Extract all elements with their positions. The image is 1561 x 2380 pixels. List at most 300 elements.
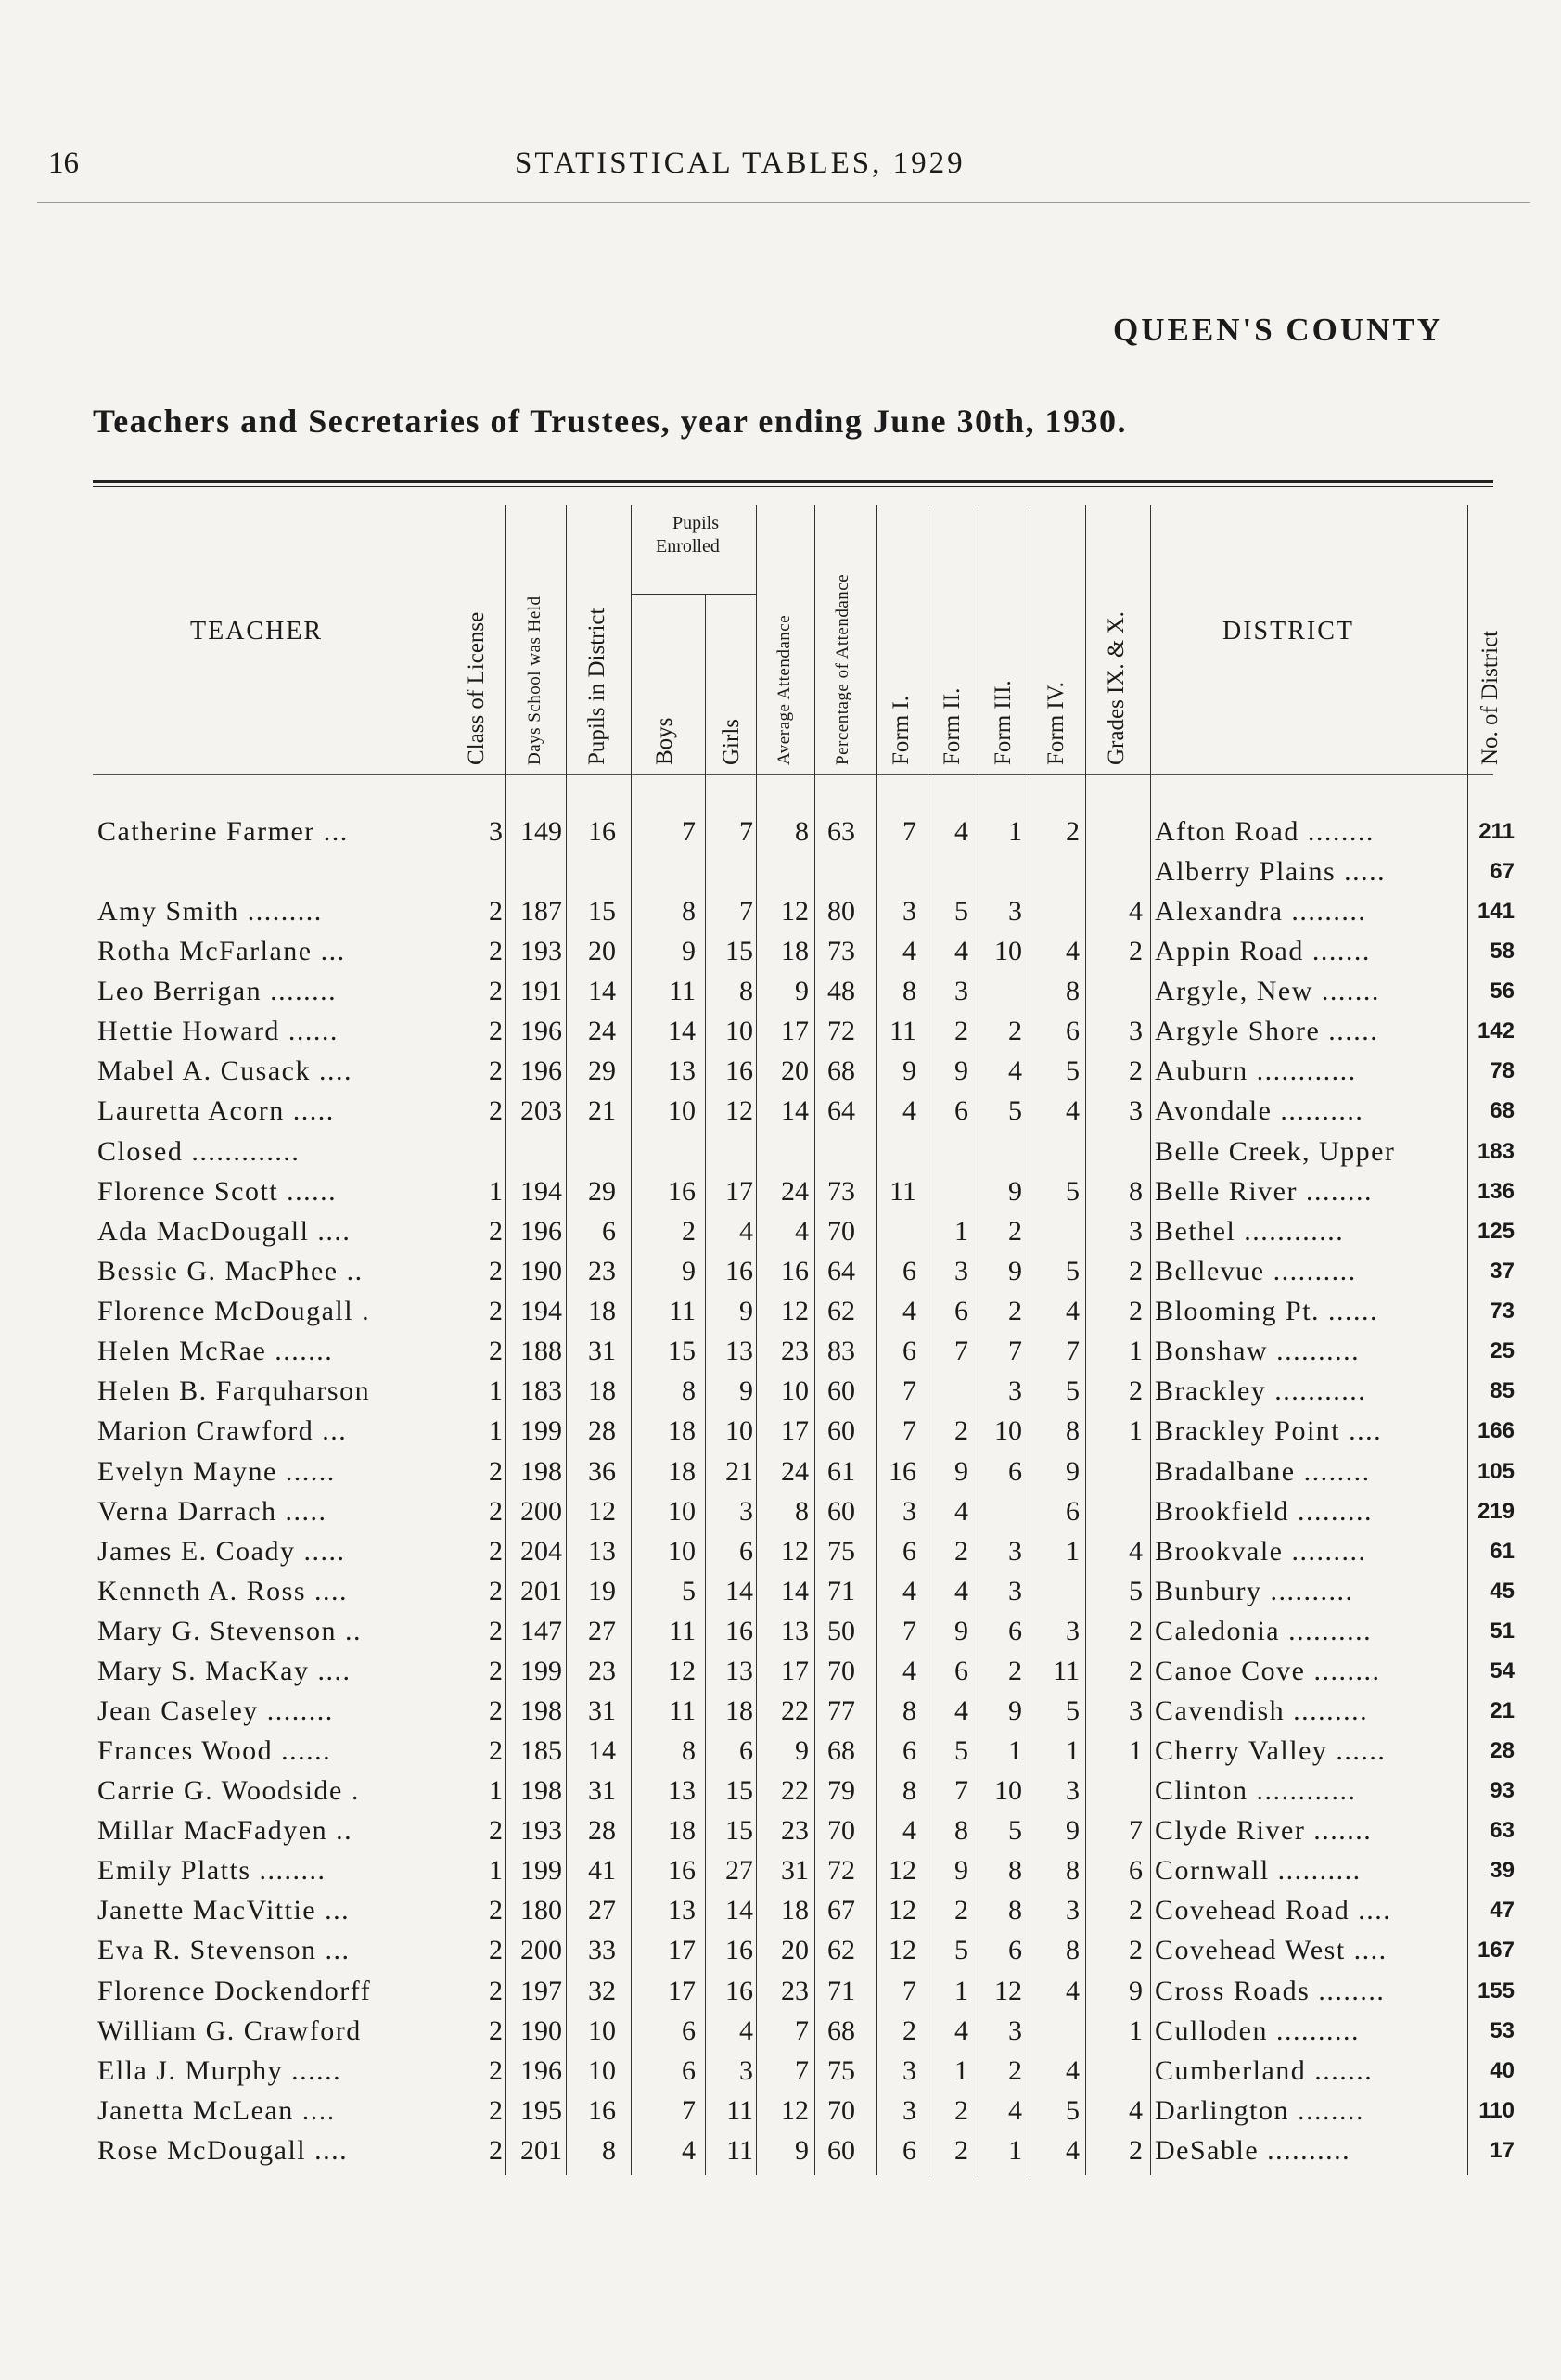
days-cell: 187 [520,896,562,927]
form4-cell: 5 [1066,1056,1080,1086]
girls-cell: 3 [739,2055,753,2086]
table-row [0,2092,1561,2130]
percent-cell: 80 [827,896,855,927]
teacher-cell: Rotha McFarlane ... [97,936,346,966]
days-cell: 193 [520,1815,562,1846]
days-cell: 198 [520,1775,562,1806]
girls-header: Girls [719,719,744,765]
grades-cell: 3 [1129,1016,1143,1046]
boys-cell: 18 [668,1456,696,1487]
days-cell: 194 [520,1176,562,1207]
form2-cell: 4 [954,1695,968,1726]
form4-cell: 4 [1066,1976,1080,2006]
district-cell: Bellevue .......... [1155,1256,1357,1286]
pupils-cell: 31 [588,1695,616,1726]
form4-cell: 3 [1066,1775,1080,1806]
form3-cell: 8 [1008,1895,1022,1926]
table-row [0,1373,1561,1410]
grades-cell: 2 [1129,1376,1143,1406]
table-row [0,2132,1561,2169]
form1-cell: 4 [902,1815,916,1846]
average-cell: 9 [795,976,809,1006]
district-cell: Argyle Shore ...... [1155,1016,1379,1046]
girls-cell: 13 [725,1336,753,1366]
teacher-cell: Millar MacFadyen .. [97,1815,353,1846]
pupils-cell: 16 [588,2095,616,2126]
district-number-cell: 63 [1490,1818,1515,1843]
district-cell: Blooming Pt. ...... [1155,1296,1379,1326]
form4-cell: 4 [1066,1095,1080,1126]
form3-cell: 1 [1008,1735,1022,1766]
form1-cell: 7 [902,1976,916,2006]
boys-cell: 5 [682,1576,696,1606]
class-cell: 2 [489,1895,503,1926]
form3-cell: 6 [1008,1456,1022,1487]
grades-cell: 9 [1129,1976,1143,2006]
form4-cell: 9 [1066,1456,1080,1487]
average-cell: 8 [795,816,809,847]
form1-cell: 7 [902,1415,916,1446]
teacher-cell: Carrie G. Woodside . [97,1775,360,1806]
average-cell: 9 [795,1735,809,1766]
class-cell: 2 [489,1815,503,1846]
form1-cell: 2 [902,2015,916,2046]
grades-cell: 4 [1129,1536,1143,1567]
grades-cell: 3 [1129,1095,1143,1126]
form4-cell: 8 [1066,1855,1080,1886]
class-cell: 2 [489,1536,503,1567]
average-cell: 18 [781,936,809,966]
grades-cell: 2 [1129,1895,1143,1926]
teacher-cell: Florence Scott ...... [97,1176,338,1207]
form4-cell: 5 [1066,1256,1080,1286]
district-number-cell: 61 [1490,1539,1515,1564]
form2-cell: 1 [954,1976,968,2006]
district-number-cell: 211 [1478,819,1515,844]
grades-cell: 5 [1129,1576,1143,1606]
girls-cell: 16 [725,1935,753,1965]
percentage-attendance-header: Percentage of Attendance [833,573,852,765]
boys-cell: 18 [668,1415,696,1446]
form3-cell: 12 [994,1976,1022,2006]
teacher-cell: Helen B. Farquharson [97,1376,371,1406]
teacher-cell: Ella J. Murphy ...... [97,2055,342,2086]
teacher-cell: Bessie G. MacPhee .. [97,1256,364,1286]
form3-cell: 1 [1008,816,1022,847]
days-cell: 196 [520,2055,562,2086]
table-row [0,1533,1561,1570]
percent-cell: 75 [827,2055,855,2086]
form4-cell: 8 [1066,976,1080,1006]
boys-cell: 13 [668,1895,696,1926]
form4-cell: 11 [1053,1656,1080,1686]
district-cell: Clinton ............ [1155,1775,1357,1806]
form2-cell: 4 [954,816,968,847]
pupils-cell: 10 [588,2055,616,2086]
table-row [0,2013,1561,2050]
girls-cell: 13 [725,1656,753,1686]
percent-cell: 72 [827,1016,855,1046]
district-cell: Afton Road ........ [1155,816,1375,847]
form4-cell: 3 [1066,1616,1080,1646]
pupils-enrolled-header-line1: Pupils [672,513,720,533]
district-cell: Bethel ............ [1155,1216,1345,1247]
days-cell: 190 [520,2015,562,2046]
girls-cell: 15 [725,936,753,966]
grades-cell: 1 [1129,1735,1143,1766]
form2-cell: 9 [954,1616,968,1646]
district-cell: Cumberland ....... [1155,2055,1374,2086]
boys-cell: 9 [682,936,696,966]
form4-cell: 1 [1066,1735,1080,1766]
table-row [0,2053,1561,2090]
class-cell: 3 [489,816,503,847]
district-number-cell: 68 [1490,1098,1515,1123]
boys-cell: 14 [668,1016,696,1046]
table-row [0,853,1561,890]
boys-cell: 7 [682,816,696,847]
district-cell: Cornwall .......... [1155,1855,1362,1886]
class-cell: 1 [489,1176,503,1207]
teacher-cell: Verna Darrach ..... [97,1496,327,1527]
pupils-cell: 27 [588,1895,616,1926]
district-cell: Culloden .......... [1155,2015,1360,2046]
county-heading: QUEEN'S COUNTY [1113,312,1444,348]
girls-cell: 17 [725,1176,753,1207]
grades-cell: 7 [1129,1815,1143,1846]
table-row [0,1973,1561,2010]
average-cell: 4 [795,1216,809,1247]
form4-cell: 9 [1066,1815,1080,1846]
days-cell: 196 [520,1016,562,1046]
class-cell: 2 [489,1056,503,1086]
form2-cell: 2 [954,2095,968,2126]
table-subtitle: Teachers and Secretaries of Trustees, year ending June 30th, 1930. [93,403,1127,440]
girls-cell: 11 [726,2135,753,2166]
grades-cell: 4 [1129,2095,1143,2126]
class-cell: 2 [489,1095,503,1126]
boys-cell: 17 [668,1935,696,1965]
pupils-cell: 12 [588,1496,616,1527]
table-row [0,1613,1561,1650]
percent-cell: 61 [827,1456,855,1487]
pupils-cell: 6 [602,1216,616,1247]
average-cell: 17 [781,1415,809,1446]
grades-cell: 1 [1129,2015,1143,2046]
form3-cell: 2 [1008,1296,1022,1326]
pupils-cell: 15 [588,896,616,927]
form2-cell: 1 [954,2055,968,2086]
form4-cell: 2 [1066,816,1080,847]
girls-cell: 9 [739,1376,753,1406]
pupils-cell: 27 [588,1616,616,1646]
table-row [0,1812,1561,1849]
form3-cell: 9 [1008,1695,1022,1726]
class-cell: 2 [489,2015,503,2046]
form-4-header: Form IV. [1043,682,1068,765]
days-cell: 180 [520,1895,562,1926]
grades-cell: 4 [1129,896,1143,927]
table-row [0,1852,1561,1889]
class-cell: 2 [489,2055,503,2086]
teacher-cell: Helen McRae ....... [97,1336,334,1366]
form3-cell: 3 [1008,1376,1022,1406]
days-cell: 149 [520,816,562,847]
district-number-cell: 25 [1490,1338,1515,1363]
percent-cell: 73 [827,936,855,966]
girls-cell: 12 [725,1095,753,1126]
pupils-cell: 18 [588,1296,616,1326]
form3-cell: 4 [1008,1056,1022,1086]
pupils-cell: 31 [588,1775,616,1806]
table-row [0,893,1561,930]
class-cell: 2 [489,1616,503,1646]
girls-cell: 15 [725,1775,753,1806]
form2-cell: 7 [954,1336,968,1366]
class-cell: 2 [489,1935,503,1965]
average-cell: 23 [781,1976,809,2006]
average-cell: 22 [781,1695,809,1726]
girls-cell: 16 [725,1616,753,1646]
form1-cell: 8 [902,1695,916,1726]
district-number-cell: 28 [1490,1738,1515,1763]
teacher-cell: Evelyn Mayne ...... [97,1456,336,1487]
form3-cell: 4 [1008,2095,1022,2126]
average-attendance-header: Average Attendance [774,614,794,765]
form3-cell: 8 [1008,1855,1022,1886]
percent-cell: 63 [827,816,855,847]
percent-cell: 83 [827,1336,855,1366]
form3-cell: 7 [1008,1336,1022,1366]
class-cell: 2 [489,936,503,966]
boys-cell: 11 [669,1296,696,1326]
form3-cell: 2 [1008,1216,1022,1247]
form-2-header: Form II. [940,687,965,765]
form4-cell: 1 [1066,1536,1080,1567]
boys-cell: 11 [669,1695,696,1726]
district-number-cell: 51 [1490,1619,1515,1644]
percent-cell: 70 [827,1216,855,1247]
district-cell: Cherry Valley ...... [1155,1735,1387,1766]
form1-cell: 6 [902,1336,916,1366]
percent-cell: 70 [827,1656,855,1686]
boys-cell: 15 [668,1336,696,1366]
average-cell: 12 [781,1296,809,1326]
girls-cell: 21 [725,1456,753,1487]
girls-cell: 18 [725,1695,753,1726]
form3-cell: 9 [1008,1256,1022,1286]
class-cell: 2 [489,1576,503,1606]
grades-cell: 2 [1129,1656,1143,1686]
days-cell: 147 [520,1616,562,1646]
pupils-cell: 31 [588,1336,616,1366]
form2-cell: 6 [954,1656,968,1686]
form1-cell: 7 [902,1616,916,1646]
district-number-cell: 73 [1490,1299,1515,1324]
days-school-held-header: Days School was Held [525,595,544,765]
teacher-cell: Hettie Howard ...... [97,1016,339,1046]
table-row [0,1932,1561,1969]
form1-cell: 4 [902,936,916,966]
form3-cell: 3 [1008,1576,1022,1606]
district-number-cell: 47 [1490,1898,1515,1923]
table-row [0,1733,1561,1770]
form3-cell: 10 [994,1415,1022,1446]
girls-cell: 14 [725,1895,753,1926]
district-number-cell: 110 [1478,2098,1515,2123]
boys-cell: 10 [668,1536,696,1567]
form2-cell: 2 [954,1895,968,1926]
form2-cell: 5 [954,896,968,927]
form-1-header: Form I. [889,696,914,765]
form3-cell: 10 [994,936,1022,966]
form2-cell: 2 [954,1415,968,1446]
class-cell: 2 [489,1656,503,1686]
teacher-cell: Janetta McLean .... [97,2095,336,2126]
form2-cell: 9 [954,1056,968,1086]
average-cell: 13 [781,1616,809,1646]
pupils-cell: 32 [588,1976,616,2006]
district-cell: Belle River ........ [1155,1176,1373,1207]
average-cell: 18 [781,1895,809,1926]
average-cell: 17 [781,1016,809,1046]
class-cell: 2 [489,1336,503,1366]
boys-cell: 11 [669,976,696,1006]
days-cell: 190 [520,1256,562,1286]
header-bottom-rule [93,774,1493,775]
teacher-cell: Lauretta Acorn ..... [97,1095,335,1126]
average-cell: 23 [781,1815,809,1846]
table-row [0,1013,1561,1050]
pupils-cell: 36 [588,1456,616,1487]
form4-cell: 4 [1066,2135,1080,2166]
teacher-cell: Janette MacVittie ... [97,1895,351,1926]
form1-cell: 8 [902,976,916,1006]
class-cell: 2 [489,1496,503,1527]
form1-cell: 16 [889,1456,916,1487]
girls-cell: 7 [739,816,753,847]
teacher-cell: Marion Crawford ... [97,1415,348,1446]
days-cell: 203 [520,1095,562,1126]
pupils-cell: 14 [588,1735,616,1766]
form2-cell: 2 [954,1536,968,1567]
form3-cell: 10 [994,1775,1022,1806]
average-cell: 24 [781,1456,809,1487]
girls-cell: 3 [739,1496,753,1527]
pupils-cell: 20 [588,936,616,966]
teacher-cell: Leo Berrigan ........ [97,976,338,1006]
district-cell: Bonshaw .......... [1155,1336,1361,1366]
form4-cell: 7 [1066,1336,1080,1366]
percent-cell: 64 [827,1095,855,1126]
form1-cell: 3 [902,1496,916,1527]
average-cell: 20 [781,1056,809,1086]
form1-cell: 6 [902,1256,916,1286]
form2-cell: 4 [954,1496,968,1527]
table-top-rule-thin [93,486,1493,487]
average-cell: 22 [781,1775,809,1806]
boys-cell: 17 [668,1976,696,2006]
district-cell: Auburn ............ [1155,1056,1357,1086]
average-cell: 14 [781,1095,809,1126]
pupils-enrolled-header-line2: Enrolled [656,536,720,557]
days-cell: 199 [520,1415,562,1446]
form2-cell: 9 [954,1855,968,1886]
form4-cell: 5 [1066,2095,1080,2126]
table-row [0,973,1561,1010]
days-cell: 199 [520,1656,562,1686]
days-cell: 200 [520,1935,562,1965]
pupils-cell: 28 [588,1815,616,1846]
form4-cell: 5 [1066,1176,1080,1207]
percent-cell: 68 [827,1735,855,1766]
percent-cell: 60 [827,1496,855,1527]
form2-cell: 8 [954,1815,968,1846]
percent-cell: 70 [827,2095,855,2126]
district-cell: Covehead West .... [1155,1935,1388,1965]
pupils-cell: 21 [588,1095,616,1126]
average-cell: 31 [781,1855,809,1886]
girls-cell: 15 [725,1815,753,1846]
form2-cell: 6 [954,1095,968,1126]
district-number-header: No. of District [1478,630,1503,765]
days-cell: 196 [520,1056,562,1086]
boys-cell: 8 [682,896,696,927]
form2-cell: 4 [954,1576,968,1606]
form1-cell: 4 [902,1576,916,1606]
table-row [0,1093,1561,1130]
percent-cell: 50 [827,1616,855,1646]
form1-cell: 3 [902,2095,916,2126]
pupils-cell: 23 [588,1256,616,1286]
district-number-cell: 58 [1490,939,1515,964]
grades-cell: 2 [1129,2135,1143,2166]
girls-cell: 27 [725,1855,753,1886]
form1-cell: 4 [902,1656,916,1686]
percent-cell: 79 [827,1775,855,1806]
girls-cell: 6 [739,1536,753,1567]
grades-cell: 1 [1129,1415,1143,1446]
district-cell: Caledonia .......... [1155,1616,1373,1646]
boys-cell: 7 [682,2095,696,2126]
form2-cell: 6 [954,1296,968,1326]
days-cell: 197 [520,1976,562,2006]
class-cell: 2 [489,2095,503,2126]
girls-cell: 8 [739,976,753,1006]
girls-cell: 4 [739,2015,753,2046]
boys-cell: 13 [668,1775,696,1806]
form1-cell: 7 [902,816,916,847]
running-title: STATISTICAL TABLES, 1929 [515,147,966,180]
percent-cell: 73 [827,1176,855,1207]
percent-cell: 75 [827,1536,855,1567]
class-cell: 2 [489,2135,503,2166]
average-cell: 7 [795,2055,809,2086]
form1-cell: 4 [902,1095,916,1126]
table-top-rule [93,480,1493,483]
form2-cell: 3 [954,976,968,1006]
boys-cell: 16 [668,1855,696,1886]
form2-cell: 2 [954,2135,968,2166]
district-number-cell: 93 [1490,1778,1515,1803]
teacher-cell: Mary G. Stevenson .. [97,1616,362,1646]
pupils-cell: 8 [602,2135,616,2166]
form1-cell: 6 [902,1735,916,1766]
days-cell: 199 [520,1855,562,1886]
percent-cell: 60 [827,1415,855,1446]
form4-cell: 4 [1066,2055,1080,2086]
form2-cell: 2 [954,1016,968,1046]
